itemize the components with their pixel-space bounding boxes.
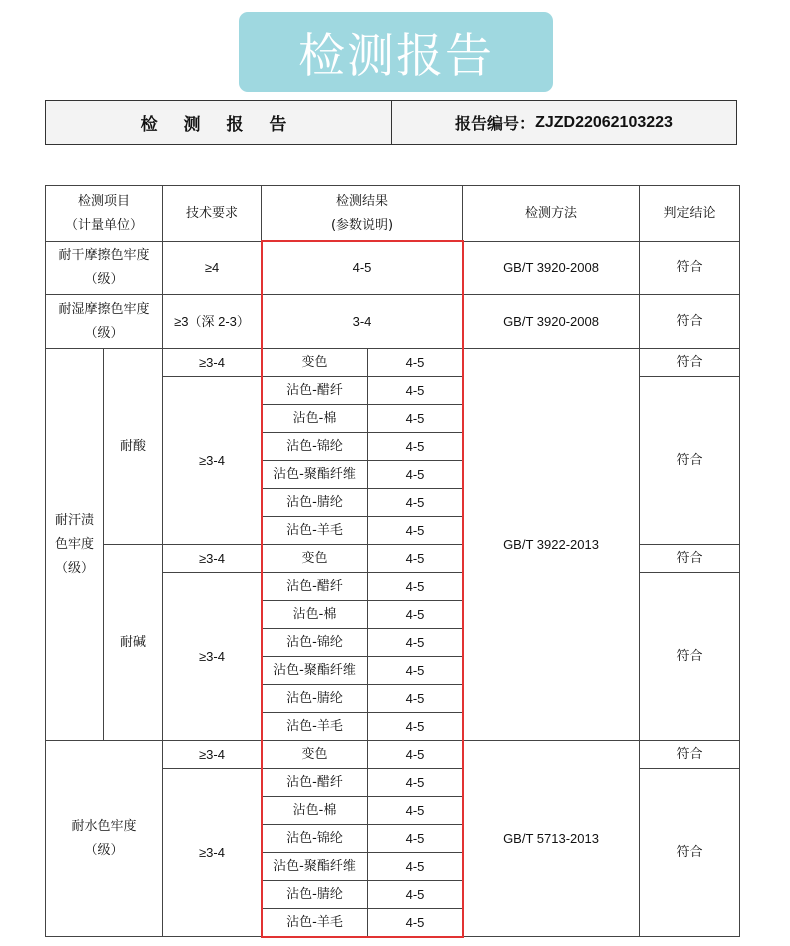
water-method: GB/T 5713-2013	[463, 741, 640, 937]
change-value: 4-5	[368, 741, 463, 769]
header-method: 检测方法	[463, 186, 640, 242]
stain-label: 沾色-聚酯纤维	[262, 461, 368, 489]
stain-requirement: ≥3-4	[163, 769, 262, 937]
report-banner	[239, 12, 553, 92]
sweat-name-line2: 色牢度	[54, 536, 94, 552]
stain-value: 4-5	[368, 797, 463, 825]
stain-conclusion: 符合	[640, 573, 740, 741]
report-number-value: ZJZD22062103223	[535, 113, 673, 131]
change-label: 变色	[262, 349, 368, 377]
stain-value: 4-5	[368, 629, 463, 657]
change-value: 4-5	[368, 545, 463, 573]
report-header	[45, 100, 737, 145]
water-name-line1: 耐水色牢度	[71, 818, 137, 834]
banner-title: 检测报告	[298, 28, 494, 84]
change-label: 变色	[262, 741, 368, 769]
header-item-line2: （计量单位）	[65, 217, 144, 233]
report-number-label: 报告编号：	[455, 114, 536, 133]
stain-value: 4-5	[368, 433, 463, 461]
change-value: 4-5	[368, 349, 463, 377]
stain-label: 沾色-聚酯纤维	[262, 657, 368, 685]
header-row	[46, 186, 740, 242]
header-result-line1: 检测结果	[336, 193, 389, 209]
stain-requirement: ≥3-4	[163, 573, 262, 741]
stain-label: 沾色-醋纤	[262, 769, 368, 797]
header-requirement: 技术要求	[163, 186, 262, 242]
stain-value: 4-5	[368, 573, 463, 601]
stain-conclusion: 符合	[640, 769, 740, 937]
header-item-line1: 检测项目	[78, 193, 131, 209]
stain-label: 沾色-羊毛	[262, 909, 368, 937]
wet-rub-name-line1: 耐湿摩擦色牢度	[58, 301, 150, 317]
sweat-name-line3: （级）	[54, 560, 94, 576]
alkali-label: 耐碱	[104, 545, 163, 741]
stain-label: 沾色-腈纶	[262, 685, 368, 713]
stain-value: 4-5	[368, 489, 463, 517]
stain-value: 4-5	[368, 685, 463, 713]
stain-label: 沾色-聚酯纤维	[262, 853, 368, 881]
sweat-name	[46, 349, 104, 741]
wet-rub-name-line2: （级）	[84, 325, 124, 341]
stain-label: 沾色-腈纶	[262, 489, 368, 517]
stain-label: 沾色-腈纶	[262, 881, 368, 909]
change-requirement: ≥3-4	[163, 741, 262, 769]
change-conclusion: 符合	[640, 349, 740, 377]
water-name-line2: （级）	[84, 842, 124, 858]
stain-value: 4-5	[368, 769, 463, 797]
dry-rub-name	[46, 242, 163, 295]
dry-rub-name-line2: （级）	[84, 272, 124, 287]
table-row	[46, 349, 740, 377]
stain-label: 沾色-锦纶	[262, 433, 368, 461]
wet-rub-method: GB/T 3920-2008	[463, 295, 640, 349]
header-result-line2: (参数说明)	[330, 217, 394, 233]
change-conclusion: 符合	[640, 741, 740, 769]
table-row-wet-rub	[46, 295, 740, 349]
header-conclusion: 判定结论	[640, 186, 740, 242]
dry-rub-result: 4-5	[262, 242, 463, 295]
stain-label: 沾色-棉	[262, 405, 368, 433]
header-title: 检 测 报 告	[46, 101, 392, 144]
stain-value: 4-5	[368, 825, 463, 853]
stain-value: 4-5	[368, 853, 463, 881]
stain-requirement: ≥3-4	[163, 377, 262, 545]
stain-value: 4-5	[368, 881, 463, 909]
change-label: 变色	[262, 545, 368, 573]
table-row-dry-rub	[46, 242, 740, 295]
dry-rub-method: GB/T 3920-2008	[463, 242, 640, 295]
stain-conclusion: 符合	[640, 377, 740, 545]
stain-label: 沾色-羊毛	[262, 517, 368, 545]
sweat-name-line1: 耐汗渍	[54, 512, 94, 528]
table-row	[46, 741, 740, 769]
stain-value: 4-5	[368, 657, 463, 685]
water-name	[46, 741, 163, 937]
dry-rub-requirement: ≥4	[163, 242, 262, 295]
stain-label: 沾色-锦纶	[262, 629, 368, 657]
stain-value: 4-5	[368, 909, 463, 937]
header-item	[46, 186, 163, 242]
stain-value: 4-5	[368, 713, 463, 741]
change-conclusion: 符合	[640, 545, 740, 573]
stain-label: 沾色-醋纤	[262, 573, 368, 601]
results-table	[45, 185, 740, 937]
change-requirement: ≥3-4	[163, 545, 262, 573]
wet-rub-name	[46, 295, 163, 349]
header-result	[262, 186, 463, 242]
dry-rub-conclusion: 符合	[640, 242, 740, 295]
stain-label: 沾色-锦纶	[262, 825, 368, 853]
report-number	[392, 101, 736, 144]
stain-value: 4-5	[368, 461, 463, 489]
acid-label: 耐酸	[104, 349, 163, 545]
wet-rub-result: 3-4	[262, 295, 463, 349]
change-requirement: ≥3-4	[163, 349, 262, 377]
stain-value: 4-5	[368, 405, 463, 433]
stain-label: 沾色-羊毛	[262, 713, 368, 741]
stain-value: 4-5	[368, 517, 463, 545]
wet-rub-requirement: ≥3（深 2-3）	[163, 295, 262, 349]
stain-value: 4-5	[368, 377, 463, 405]
dry-rub-name-line1: 耐干摩擦色牢度	[58, 248, 150, 263]
stain-value: 4-5	[368, 601, 463, 629]
wet-rub-conclusion: 符合	[640, 295, 740, 349]
stain-label: 沾色-醋纤	[262, 377, 368, 405]
stain-label: 沾色-棉	[262, 797, 368, 825]
stain-label: 沾色-棉	[262, 601, 368, 629]
sweat-method: GB/T 3922-2013	[463, 349, 640, 741]
